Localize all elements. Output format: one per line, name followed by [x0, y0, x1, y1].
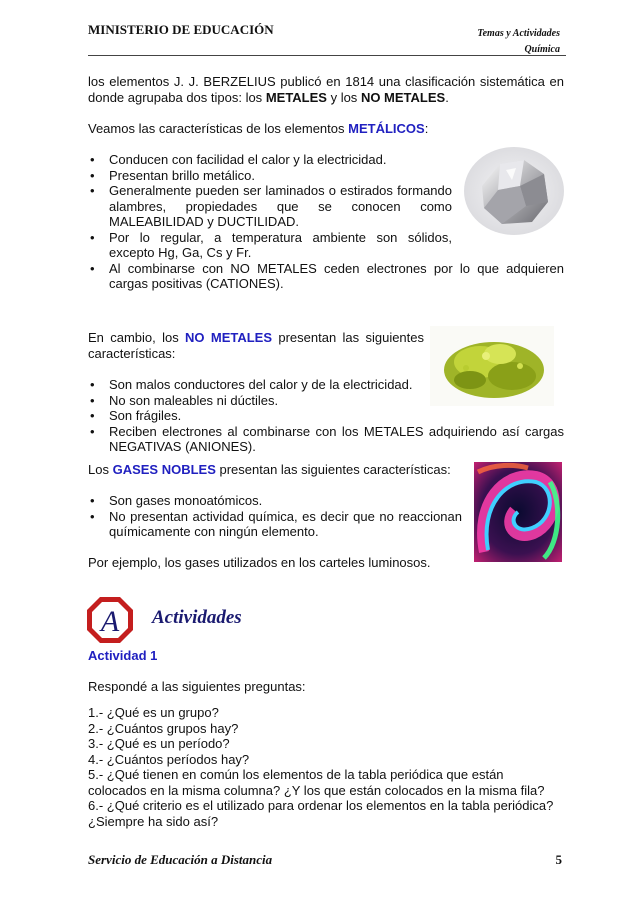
- header-ministry: MINISTERIO DE EDUCACIÓN: [88, 22, 274, 37]
- metales-lead: [88, 121, 564, 137]
- list-item: 2.- ¿Cuántos grupos hay?: [88, 720, 239, 736]
- list-item: • No son maleables ni dúctiles.: [88, 393, 428, 409]
- page-footer: [88, 852, 566, 868]
- intro-keyword-metales: METALES: [265, 89, 327, 105]
- gases-lead-rest: presentan las siguientes características:: [215, 462, 451, 477]
- gases-example: Por ejemplo, los gases utilizados en los carteles luminosos.: [88, 555, 431, 570]
- neon-sign-image: [474, 462, 562, 562]
- footer-service: Servicio de Educación a Distancia: [88, 852, 273, 867]
- list-item: 3.- ¿Qué es un período?: [88, 736, 230, 751]
- no-metales-lead-rest: presentan las siguientes características:: [88, 330, 425, 361]
- intro-text-2: y los: [326, 89, 361, 105]
- list-item: 1.- ¿Qué es un grupo?: [88, 705, 219, 720]
- header-topic: Temas y Actividades: [477, 28, 560, 39]
- activity-badge-letter: A: [100, 605, 120, 638]
- activities-title: Actividades: [152, 607, 242, 628]
- page-header: [88, 22, 566, 56]
- activity-instruction: Respondé a las siguientes preguntas:: [88, 679, 306, 694]
- non-metal-sample-image: [430, 326, 554, 406]
- list-item: 4.- ¿Cuántos períodos hay?: [88, 751, 250, 767]
- questions-list: [88, 705, 564, 829]
- list-item: • Son gases monoatómicos.: [88, 493, 458, 509]
- list-item: 5.- ¿Qué tienen en común los elementos de la tabla periódica que están colocados en la misma columna? ¿Y los que están colocados en la misma fila?: [88, 767, 545, 798]
- intro-text-1: los elementos J. J. BERZELIUS publicó en 1814 una clasificación sistemática en donde agrupaba dos tipos: los: [88, 74, 564, 105]
- list-item: • Presentan brillo metálico.: [88, 168, 458, 184]
- list-item: • Son frágiles.: [88, 408, 428, 424]
- list-item: • Conducen con facilidad el calor y la electricidad.: [88, 152, 458, 168]
- intro-keyword-no-metales: NO METALES: [360, 89, 446, 105]
- metales-lead-colon: :: [424, 121, 429, 136]
- activity-subtitle: Actividad 1: [88, 648, 158, 663]
- intro-text-3: .: [445, 89, 449, 105]
- list-item: • Al combinarse con NO METALES ceden electrones por lo que adquieren cargas positivas (CATIONES).: [88, 261, 564, 292]
- gases-lead: [88, 462, 468, 478]
- list-item: • Generalmente pueden ser laminados o estirados formando alambres, propiedades que se conocen como MALEABILIDAD y DUCTILIDAD.: [88, 183, 452, 230]
- gases-list: [88, 493, 468, 540]
- metales-keyword: METÁLICOS: [348, 121, 425, 136]
- no-metales-lead: [88, 330, 424, 361]
- metales-lead-text: Veamos las características de los elementos: [88, 121, 349, 136]
- list-item: 6.- ¿Qué criterio es el utilizado para ordenar los elementos en la tabla periódica? ¿Siempre ha sido así?: [88, 798, 554, 829]
- activity-badge-icon: [86, 596, 134, 644]
- list-item: • Reciben electrones al combinarse con los METALES adquiriendo así cargas NEGATIVAS (ANIONES).: [88, 424, 564, 455]
- no-metales-lead-text: En cambio, los: [88, 330, 186, 345]
- metal-sample-image: [462, 146, 566, 236]
- list-item: • Son malos conductores del calor y de la electricidad.: [88, 377, 428, 393]
- no-metales-keyword: NO METALES: [185, 330, 273, 345]
- gases-keyword: GASES NOBLES: [112, 462, 216, 477]
- gases-lead-text: Los: [88, 462, 113, 477]
- intro-paragraph: [88, 74, 564, 105]
- list-item: • Por lo regular, a temperatura ambiente son sólidos, excepto Hg, Ga, Cs y Fr.: [88, 230, 452, 261]
- header-subject: Química: [524, 44, 560, 55]
- page-number: 5: [555, 852, 562, 867]
- list-item: • No presentan actividad química, es decir que no reaccionan químicamente con ningún elemento.: [88, 509, 462, 540]
